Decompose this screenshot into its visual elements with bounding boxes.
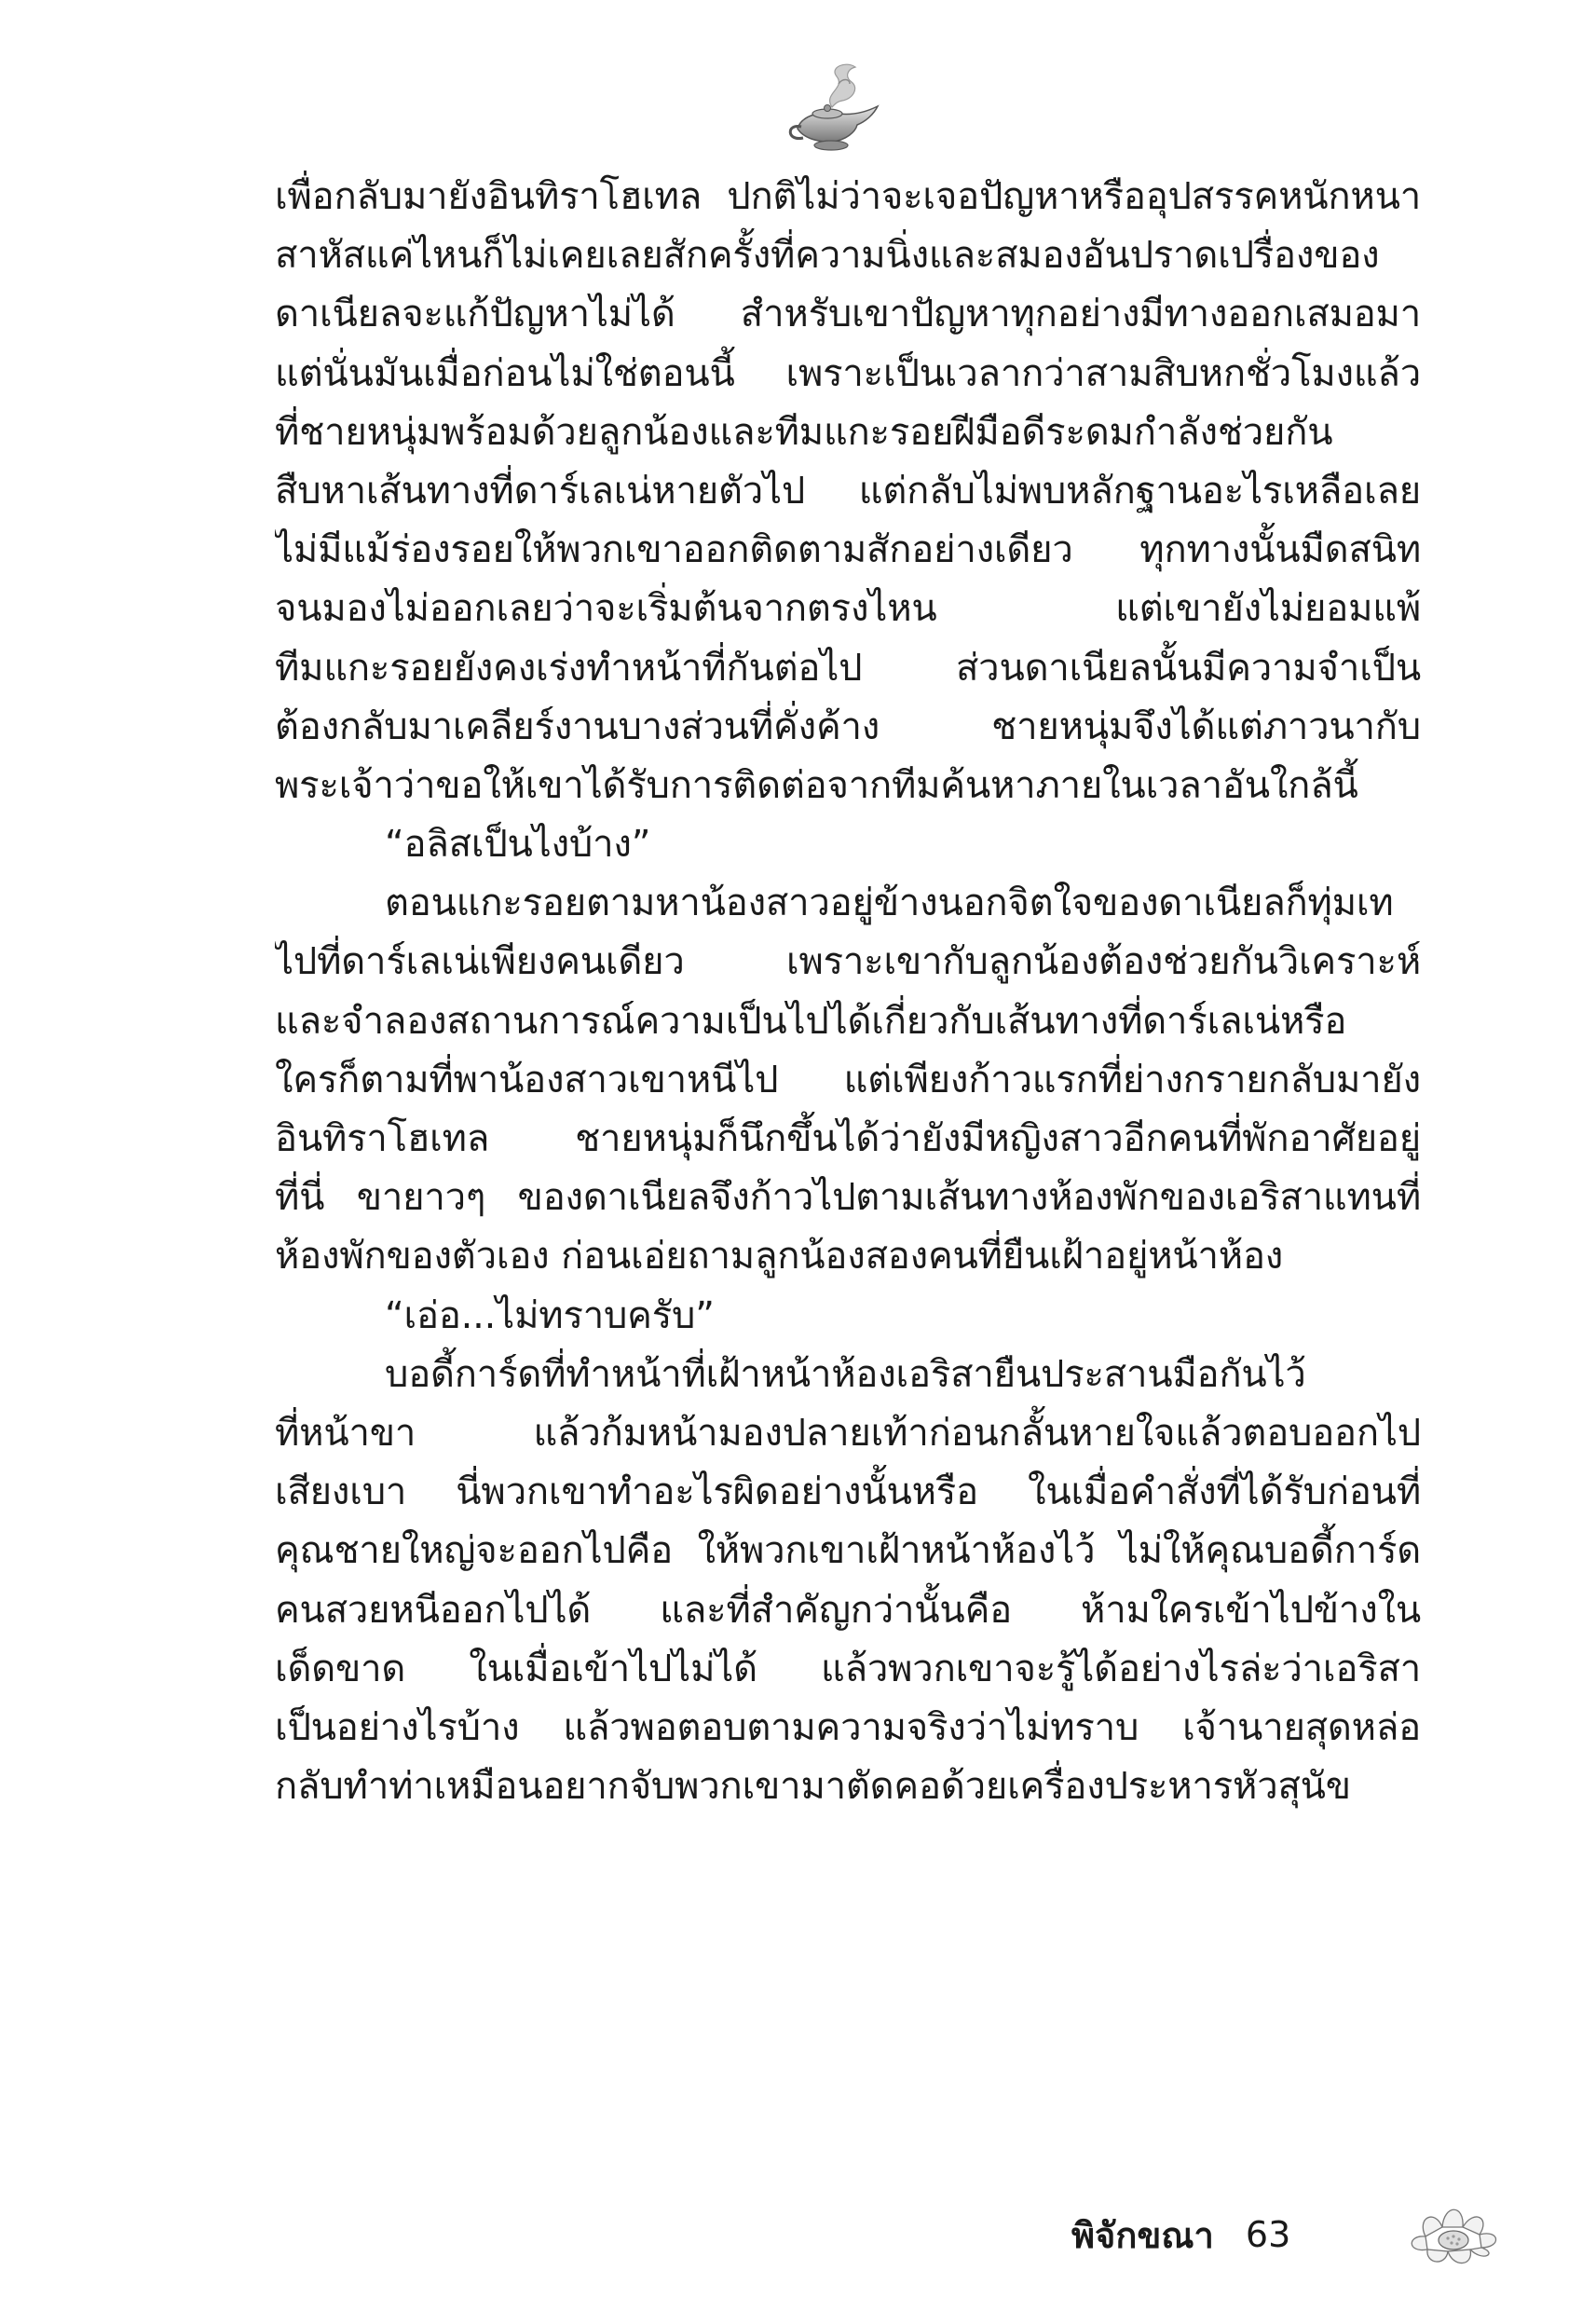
- text-line: ใครก็ตามที่พาน้องสาวเขาหนีไป แต่เพียงก้าวแรกที่ย่างกรายกลับมายัง: [275, 1058, 1421, 1101]
- text-line: “เอ่อ...ไม่ทราบครับ”: [385, 1293, 715, 1337]
- text-line: ห้องพักของตัวเอง ก่อนเอ่ยถามลูกน้องสองคนที่ยืนเฝ้าอยู่หน้าห้อง: [275, 1235, 1284, 1279]
- text-line: ไปที่ดาร์เลเน่เพียงคนเดียว เพราะเขากับลูกน้องต้องช่วยกันวิเคราะห์: [275, 940, 1421, 984]
- body-text: [275, 168, 1421, 1816]
- text-line: กลับทำท่าเหมือนอยากจับพวกเขามาตัดคอด้วยเครื่องประหารหัวสุนัข: [275, 1765, 1351, 1809]
- text-line: คุณชายใหญ่จะออกไปคือ ให้พวกเขาเฝ้าหน้าห้องไว้ ไม่ให้คุณบอดี้การ์ด: [275, 1529, 1421, 1573]
- flower-icon: [1398, 2181, 1519, 2274]
- text-line: พระเจ้าว่าขอให้เขาได้รับการติดต่อจากทีมค้นหาภายในเวลาอันใกล้นี้: [275, 763, 1358, 807]
- text-line: ทีมแกะรอยยังคงเร่งทำหน้าที่กันต่อไป ส่วนดาเนียลนั้นมีความจำเป็น: [275, 646, 1421, 690]
- page-number: 63: [1245, 2214, 1291, 2255]
- text-line: และจำลองสถานการณ์ความเป็นไปได้เกี่ยวกับเส้นทางที่ดาร์เลเน่หรือ: [275, 999, 1347, 1043]
- text-line: อินทิราโฮเทล ชายหนุ่มก็นึกขึ้นได้ว่ายังมีหญิงสาวอีกคนที่พักอาศัยอยู่: [275, 1117, 1421, 1160]
- text-line: ไม่มีแม้ร่องรอยให้พวกเขาออกติดตามสักอย่างเดียว ทุกทางนั้นมืดสนิท: [275, 528, 1421, 572]
- text-line: เป็นอย่างไรบ้าง แล้วพอตอบตามความจริงว่าไม่ทราบ เจ้านายสุดหล่อ: [275, 1705, 1421, 1749]
- text-line: คนสวยหนีออกไปได้ และที่สำคัญกว่านั้นคือ ห้ามใครเข้าไปข้างใน: [275, 1588, 1421, 1632]
- text-line: ที่นี่ ขายาวๆ ของดาเนียลจึงก้าวไปตามเส้นทางห้องพักของเอริสาแทนที่: [275, 1176, 1421, 1220]
- text-line: สืบหาเส้นทางที่ดาร์เลเน่หายตัวไป แต่กลับไม่พบหลักฐานอะไรเหลือเลย: [275, 469, 1421, 513]
- text-line: สาหัสแค่ไหนก็ไม่เคยเลยสักครั้งที่ความนิ่งและสมองอันปราดเปรื่องของ: [275, 234, 1380, 278]
- text-line: เสียงเบา นี่พวกเขาทำอะไรผิดอย่างนั้นหรือ ในเมื่อคำสั่งที่ได้รับก่อนที่: [275, 1470, 1421, 1514]
- page-footer: [1071, 2197, 1290, 2272]
- book-title: พิจักขณา: [1071, 2214, 1214, 2256]
- text-line: บอดี้การ์ดที่ทำหน้าที่เฝ้าหน้าห้องเอริสายืนประสานมือกันไว้: [385, 1352, 1306, 1396]
- text-line: “อลิสเป็นไงบ้าง”: [385, 823, 651, 867]
- text-line: เด็ดขาด ในเมื่อเข้าไปไม่ได้ แล้วพวกเขาจะรู้ได้อย่างไรล่ะว่าเอริสา: [275, 1647, 1421, 1690]
- text-line: เพื่อกลับมายังอินทิราโฮเทล ปกติไม่ว่าจะเจอปัญหาหรืออุปสรรคหนักหนา: [275, 175, 1421, 218]
- text-line: ต้องกลับมาเคลียร์งานบางส่วนที่คั่งค้าง ชายหนุ่มจึงได้แต่ภาวนากับ: [275, 704, 1421, 748]
- text-line: แต่นั่นมันเมื่อก่อนไม่ใช่ตอนนี้ เพราะเป็นเวลากว่าสามสิบหกชั่วโมงแล้ว: [275, 351, 1421, 395]
- text-line: จนมองไม่ออกเลยว่าจะเริ่มต้นจากตรงไหน แต่เขายังไม่ยอมแพ้: [275, 587, 1421, 631]
- text-line: ตอนแกะรอยตามหาน้องสาวอยู่ข้างนอกจิตใจของดาเนียลก็ทุ่มเท: [385, 882, 1394, 925]
- text-line: ดาเนียลจะแก้ปัญหาไม่ได้ สำหรับเขาปัญหาทุกอย่างมีทางออกเสมอมา: [275, 293, 1421, 336]
- magic-lamp-icon: [781, 56, 893, 158]
- text-line: ที่ชายหนุ่มพร้อมด้วยลูกน้องและทีมแกะรอยฝีมือดีระดมกำลังช่วยกัน: [275, 410, 1333, 454]
- text-line: ที่หน้าขา แล้วก้มหน้ามองปลายเท้าก่อนกลั้นหายใจแล้วตอบออกไป: [275, 1411, 1421, 1455]
